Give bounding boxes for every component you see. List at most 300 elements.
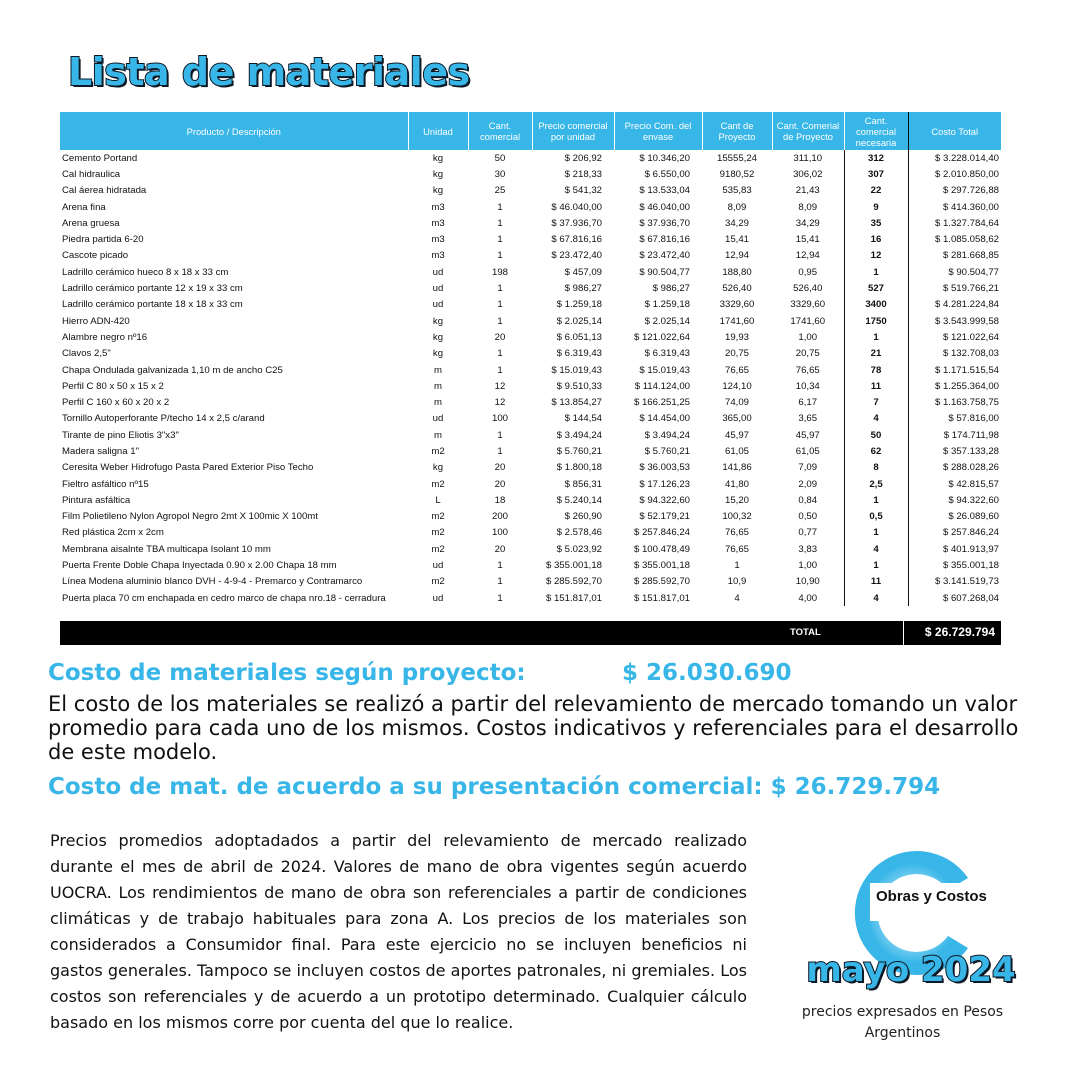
row-cant-comercial: 100 (491, 527, 508, 539)
table-row (60, 166, 1001, 182)
row-cant-necesaria: 527 (844, 280, 908, 296)
row-precio-unidad: $ 541,32 (564, 185, 602, 197)
table-row (60, 183, 1001, 199)
row-cant-comercial: 20 (494, 543, 506, 555)
row-cant-comercial: 12 (494, 380, 506, 392)
row-unidad: kg (432, 348, 444, 360)
cost-project-label: Costo de materiales según proyecto: (48, 660, 526, 686)
row-costo-total: $ 174.711,98 (943, 429, 999, 441)
page-title: Lista de materiales (68, 50, 470, 94)
row-cant-proyecto: 12,94 (724, 250, 749, 262)
row-costo-total: $ 401.913,97 (942, 543, 999, 555)
row-cant-proyecto: 15,41 (724, 234, 749, 246)
row-precio-envase: $ 6.550,00 (644, 168, 690, 180)
row-precio-envase: $ 986,27 (652, 283, 690, 295)
row-cant-proyecto: 4 (734, 592, 740, 604)
row-producto: Perfil C 160 x 60 x 20 x 2 (62, 397, 170, 409)
row-precio-unidad: $ 218,33 (564, 168, 602, 180)
row-cant-comercial: 1 (497, 315, 503, 327)
row-producto: Perfil C 80 x 50 x 15 x 2 (62, 380, 164, 392)
row-precio-unidad: $ 2.025,14 (556, 315, 602, 327)
row-precio-unidad: $ 1.800,18 (556, 462, 602, 474)
row-precio-unidad: $ 46.040,00 (551, 201, 602, 213)
row-cant-comercial: 1 (497, 592, 503, 604)
table-row (60, 411, 1001, 427)
header-cant-necesaria: Cant. comercial necesaria (844, 112, 908, 150)
row-costo-total: $ 281.668,85 (942, 250, 999, 262)
row-unidad: m2 (431, 543, 445, 555)
row-producto: Cascote picado (62, 250, 129, 262)
row-precio-unidad: $ 355.001,18 (545, 560, 602, 572)
cost-description: El costo de los materiales se realizó a partir del relevamiento de mercado tomando un valor promedio para cada uno de los mismos. Costos indicativos y referenciales para el desarrollo de este modelo. (48, 692, 1019, 764)
row-precio-unidad: $ 2.578,46 (556, 527, 602, 539)
total-value: $ 26.729.794 (924, 625, 995, 639)
row-cant-proyecto: 74,09 (724, 397, 749, 409)
row-cant-proyecto: 10,9 (727, 576, 747, 588)
row-cant-proyecto: 3329,60 (719, 299, 755, 311)
row-costo-total: $ 1.085.058,62 (934, 234, 999, 246)
row-producto: Puerta placa 70 cm enchapada en cedro marco de chapa nro.18 - cerradura (62, 592, 386, 604)
row-producto: Pintura asfáltica (62, 494, 131, 506)
row-precio-unidad: $ 260,90 (564, 511, 602, 523)
row-unidad: kg (432, 462, 444, 474)
row-costo-total: $ 121.022,64 (942, 331, 999, 343)
row-cant-comercial-proyecto: 45,97 (795, 429, 820, 441)
table-row (60, 443, 1001, 459)
row-cant-comercial-proyecto: 306,02 (793, 168, 823, 180)
row-precio-unidad: $ 9.510,33 (556, 380, 602, 392)
row-cant-proyecto: 34,29 (724, 217, 749, 229)
row-unidad: m2 (431, 576, 445, 588)
row-unidad: m (434, 380, 442, 392)
row-precio-envase: $ 17.126,23 (639, 478, 690, 490)
row-precio-envase: $ 1.259,18 (644, 299, 690, 311)
materials-table (60, 112, 1001, 606)
row-cant-comercial-proyecto: 10,90 (795, 576, 820, 588)
table-row (60, 525, 1001, 541)
row-cant-comercial-proyecto: 12,94 (795, 250, 820, 262)
row-cant-necesaria: 1 (844, 525, 908, 541)
row-costo-total: $ 607.268,04 (942, 592, 999, 604)
row-producto: Cal áerea hidratada (62, 185, 147, 197)
row-costo-total: $ 132.708,03 (942, 348, 999, 360)
row-cant-proyecto: 365,00 (722, 413, 752, 425)
row-precio-envase: $ 3.494,24 (644, 429, 690, 441)
header-cant-comercial: Cant. comercial (468, 112, 532, 150)
row-precio-envase: $ 166.251,25 (633, 397, 690, 409)
row-unidad: ud (432, 592, 444, 604)
row-cant-comercial: 18 (494, 494, 506, 506)
row-costo-total: $ 1.163.758,75 (934, 397, 999, 409)
row-precio-envase: $ 52.179,21 (639, 511, 690, 523)
row-cant-necesaria: 1 (844, 557, 908, 573)
total-separator (903, 621, 904, 645)
row-precio-envase: $ 36.003,53 (639, 462, 690, 474)
row-cant-comercial-proyecto: 4,00 (798, 592, 818, 604)
row-cant-comercial-proyecto: 7,09 (798, 462, 818, 474)
table-row (60, 297, 1001, 313)
row-cant-proyecto: 9180,52 (719, 168, 755, 180)
row-cant-comercial-proyecto: 1,00 (798, 560, 818, 572)
row-cant-necesaria: 4 (844, 590, 908, 606)
table-row (60, 264, 1001, 280)
row-producto: Ladrillo cerámico portante 18 x 18 x 33 cm (62, 299, 243, 311)
row-cant-comercial-proyecto: 10,34 (795, 380, 820, 392)
row-unidad: kg (432, 185, 444, 197)
row-unidad: ud (432, 560, 444, 572)
row-unidad: kg (432, 315, 444, 327)
row-cant-comercial-proyecto: 20,75 (795, 348, 820, 360)
row-cant-comercial-proyecto: 0,95 (798, 266, 818, 278)
row-precio-unidad: $ 3.494,24 (556, 429, 602, 441)
row-cant-comercial: 198 (491, 266, 508, 278)
row-producto: Ladrillo cerámico portante 12 x 19 x 33 cm (62, 283, 243, 295)
row-costo-total: $ 3.141.519,73 (934, 576, 999, 588)
row-producto: Tornillo Autoperforante P/techo 14 x 2,5 c/arand (62, 413, 265, 425)
row-precio-unidad: $ 15.019,43 (551, 364, 602, 376)
row-unidad: m3 (431, 217, 445, 229)
row-producto: Alambre negro nº16 (62, 331, 148, 343)
row-cant-comercial-proyecto: 15,41 (795, 234, 820, 246)
row-cant-comercial: 1 (497, 576, 503, 588)
table-row (60, 541, 1001, 557)
table-row (60, 329, 1001, 345)
row-precio-envase: $ 5.760,21 (644, 445, 690, 457)
row-cant-necesaria: 22 (844, 183, 908, 199)
row-cant-comercial: 25 (494, 185, 506, 197)
row-precio-unidad: $ 856,31 (564, 478, 602, 490)
header-unidad: Unidad (408, 112, 468, 150)
row-producto: Cemento Portand (62, 152, 138, 164)
header-cant-proyecto: Cant de Proyecto (702, 112, 772, 150)
row-unidad: ud (432, 299, 444, 311)
row-cant-comercial: 1 (497, 234, 503, 246)
row-precio-envase: $ 355.001,18 (633, 560, 690, 572)
row-precio-unidad: $ 67.816,16 (551, 234, 602, 246)
row-cant-comercial-proyecto: 1,00 (798, 331, 818, 343)
row-cant-comercial-proyecto: 2,09 (798, 478, 818, 490)
row-cant-comercial-proyecto: 0,50 (798, 511, 818, 523)
row-producto: Red plástica 2cm x 2cm (62, 527, 164, 539)
table-row (60, 460, 1001, 476)
row-precio-unidad: $ 144,54 (564, 413, 602, 425)
header-precio-envase: Precio Com. del envase (614, 112, 702, 150)
table-row (60, 557, 1001, 573)
row-producto: Cal hidraulica (62, 168, 121, 180)
row-precio-envase: $ 121.022,64 (633, 331, 690, 343)
currency-note: precios expresados en Pesos Argentinos (801, 1004, 1004, 1041)
row-costo-total: $ 414.360,00 (942, 201, 999, 213)
row-cant-comercial: 200 (491, 511, 508, 523)
row-cant-necesaria: 2,5 (844, 476, 908, 492)
row-cant-comercial: 1 (497, 250, 503, 262)
row-cant-proyecto: 76,65 (724, 527, 749, 539)
row-unidad: kg (432, 168, 444, 180)
row-unidad: m3 (431, 201, 445, 213)
row-cant-proyecto: 76,65 (724, 543, 749, 555)
row-cant-comercial: 1 (497, 364, 503, 376)
row-cant-comercial-proyecto: 3329,60 (790, 299, 826, 311)
row-cant-proyecto: 45,97 (724, 429, 749, 441)
row-cant-necesaria: 3400 (844, 297, 908, 313)
row-costo-total: $ 42.815,57 (948, 478, 999, 490)
row-producto: Clavos 2,5" (62, 348, 111, 360)
row-unidad: m2 (431, 478, 445, 490)
row-cant-necesaria: 62 (844, 443, 908, 459)
row-cant-necesaria: 4 (844, 541, 908, 557)
row-producto: Ceresita Weber Hidrofugo Pasta Pared Exterior Piso Techo (62, 462, 314, 474)
row-precio-envase: $ 100.478,49 (633, 543, 690, 555)
row-cant-proyecto: 8,09 (727, 201, 747, 213)
row-cant-necesaria: 1 (844, 492, 908, 508)
row-cant-comercial-proyecto: 34,29 (795, 217, 820, 229)
row-costo-total: $ 257.846,24 (942, 527, 999, 539)
row-precio-unidad: $ 986,27 (564, 283, 602, 295)
row-precio-envase: $ 2.025,14 (644, 315, 690, 327)
row-producto: Madera saligna 1" (62, 445, 140, 457)
row-cant-necesaria: 9 (844, 199, 908, 215)
row-producto: Línea Modena aluminio blanco DVH - 4-9-4 - Premarco y Contramarco (62, 576, 363, 588)
row-costo-total: $ 355.001,18 (942, 560, 999, 572)
total-label: TOTAL (790, 627, 821, 638)
row-cant-necesaria: 78 (844, 362, 908, 378)
row-unidad: m3 (431, 250, 445, 262)
row-cant-proyecto: 20,75 (724, 348, 749, 360)
row-costo-total: $ 94.322,60 (948, 494, 999, 506)
table-row (60, 492, 1001, 508)
row-costo-total: $ 1.255.364,00 (934, 380, 999, 392)
row-unidad: kg (432, 152, 444, 164)
row-producto: Film Polietileno Nylon Agropol Negro 2mt X 100mic X 100mt (62, 511, 318, 523)
header-producto: Producto / Descripción (60, 112, 408, 150)
row-precio-envase: $ 13.533,04 (639, 185, 690, 197)
row-cant-necesaria: 8 (844, 460, 908, 476)
row-cant-comercial: 30 (494, 168, 506, 180)
table-row (60, 378, 1001, 394)
row-cant-comercial-proyecto: 3,83 (798, 543, 818, 555)
table-row (60, 362, 1001, 378)
cost-project-line (48, 660, 792, 686)
row-unidad: kg (432, 331, 444, 343)
row-producto: Chapa Ondulada galvanizada 1,10 m de ancho C25 (62, 364, 283, 376)
table-row (60, 394, 1001, 410)
row-unidad: m2 (431, 527, 445, 539)
row-precio-envase: $ 37.936,70 (639, 217, 690, 229)
row-precio-unidad: $ 457,09 (564, 266, 602, 278)
cost-commercial: Costo de mat. de acuerdo a su presentación comercial: $ 26.729.794 (48, 774, 941, 800)
row-cant-comercial: 20 (494, 478, 506, 490)
row-cant-comercial-proyecto: 76,65 (795, 364, 820, 376)
row-cant-necesaria: 0,5 (844, 509, 908, 525)
row-precio-unidad: $ 5.760,21 (556, 445, 602, 457)
row-precio-envase: $ 114.124,00 (634, 380, 690, 392)
row-cant-comercial: 1 (497, 217, 503, 229)
row-precio-envase: $ 14.454,00 (639, 413, 690, 425)
row-cant-necesaria: 7 (844, 394, 908, 410)
row-producto: Arena gruesa (62, 217, 120, 229)
row-cant-necesaria: 21 (844, 346, 908, 362)
row-cant-necesaria: 312 (844, 150, 908, 166)
table-row (60, 427, 1001, 443)
row-precio-envase: $ 46.040,00 (639, 201, 690, 213)
table-row (60, 313, 1001, 329)
row-cant-comercial: 20 (494, 462, 506, 474)
row-cant-comercial: 50 (494, 152, 506, 164)
row-cant-necesaria: 4 (844, 411, 908, 427)
row-cant-proyecto: 100,32 (722, 511, 752, 523)
row-producto: Tirante de pino Eliotis 3"x3" (62, 429, 179, 441)
row-unidad: ud (432, 413, 444, 425)
row-unidad: m2 (431, 511, 445, 523)
row-cant-necesaria: 16 (844, 231, 908, 247)
row-precio-unidad: $ 1.259,18 (556, 299, 602, 311)
row-cant-proyecto: 15555,24 (716, 152, 757, 164)
row-precio-unidad: $ 13.854,27 (551, 397, 602, 409)
row-costo-total: $ 2.010.850,00 (934, 168, 999, 180)
row-cant-comercial-proyecto: 311,10 (793, 152, 823, 164)
header-cant-comercial-proyecto: Cant. Comerial de Proyecto (772, 112, 844, 150)
row-costo-total: $ 288.028,26 (942, 462, 999, 474)
table-header-row (60, 112, 1001, 150)
row-cant-proyecto: 188,80 (722, 266, 752, 278)
row-cant-necesaria: 1750 (844, 313, 908, 329)
row-cant-comercial-proyecto: 6,17 (798, 397, 818, 409)
row-unidad: ud (432, 283, 444, 295)
row-costo-total: $ 519.766,21 (942, 283, 999, 295)
row-cant-necesaria: 307 (844, 166, 908, 182)
table-row (60, 590, 1001, 606)
row-cant-comercial-proyecto: 8,09 (798, 201, 818, 213)
table-row (60, 150, 1001, 166)
row-unidad: m (434, 429, 442, 441)
row-cant-necesaria: 1 (844, 329, 908, 345)
row-cant-comercial: 1 (497, 299, 503, 311)
row-unidad: m (434, 364, 442, 376)
disclaimer-text: Precios promedios adoptadados a partir del relevamiento de mercado realizado durante el mes de abril de 2024. Valores de mano de obra vigentes según acuerdo UOCRA. Los rendimientos de mano de obra son referenciales a partir de condiciones climáticas y de trabajo habituales para zona A. Los precios de los materiales son considerados a Consumidor final. Para este ejercicio no se incluyen beneficios ni gastos generales. Tampoco se incluyen costos de aportes patronales, ni gremiales. Los costos son referenciales y de acuerdo a un prototipo determinado. Cualquier cálculo basado en los mismos corre por cuenta del que lo realice. (50, 831, 747, 1032)
row-cant-proyecto: 141,86 (722, 462, 752, 474)
row-precio-unidad: $ 6.051,13 (556, 331, 602, 343)
row-cant-comercial-proyecto: 21,43 (795, 185, 820, 197)
header-precio-unidad: Precio comercial por unidad (532, 112, 614, 150)
row-precio-unidad: $ 37.936,70 (551, 217, 602, 229)
table-row (60, 509, 1001, 525)
row-cant-comercial: 1 (497, 348, 503, 360)
row-costo-total: $ 57.816,00 (948, 413, 999, 425)
row-cant-comercial-proyecto: 0,84 (798, 494, 818, 506)
row-precio-envase: $ 10.346,20 (639, 152, 690, 164)
header-costo-total: Costo Total (908, 112, 1001, 150)
row-cant-necesaria: 35 (844, 215, 908, 231)
row-precio-unidad: $ 5.240,14 (556, 494, 602, 506)
row-precio-unidad: $ 151.817,01 (545, 592, 602, 604)
row-cant-comercial: 1 (497, 560, 503, 572)
row-costo-total: $ 1.327.784,64 (934, 217, 999, 229)
row-precio-unidad: $ 285.592,70 (545, 576, 602, 588)
row-unidad: m3 (431, 234, 445, 246)
row-cant-necesaria: 12 (844, 248, 908, 264)
row-unidad: L (435, 494, 441, 506)
row-cant-comercial: 100 (491, 413, 508, 425)
row-producto: Fieltro asfáltico nº15 (62, 478, 149, 490)
row-precio-envase: $ 94.322,60 (639, 494, 690, 506)
row-cant-proyecto: 526,40 (722, 283, 752, 295)
row-producto: Hierro ADN-420 (62, 315, 130, 327)
row-cant-comercial-proyecto: 61,05 (795, 445, 820, 457)
row-producto: Arena fina (62, 201, 106, 213)
row-costo-total: $ 357.133,28 (942, 445, 999, 457)
row-cant-comercial: 12 (494, 397, 506, 409)
row-costo-total: $ 26.089,60 (948, 511, 999, 523)
row-cant-comercial-proyecto: 3,65 (798, 413, 818, 425)
row-cant-proyecto: 76,65 (724, 364, 749, 376)
row-cant-proyecto: 535,83 (722, 185, 752, 197)
row-cant-proyecto: 15,20 (724, 494, 749, 506)
row-cant-proyecto: 1741,60 (719, 315, 755, 327)
row-cant-comercial-proyecto: 0,77 (798, 527, 818, 539)
table-row (60, 280, 1001, 296)
row-cant-necesaria: 1 (844, 264, 908, 280)
row-producto: Membrana aisalnte TBA multicapa Isolant 10 mm (62, 543, 271, 555)
row-precio-envase: $ 285.592,70 (633, 576, 690, 588)
table-row (60, 199, 1001, 215)
row-cant-comercial-proyecto: 526,40 (793, 283, 823, 295)
row-cant-comercial-proyecto: 1741,60 (790, 315, 826, 327)
row-unidad: m2 (431, 445, 445, 457)
row-producto: Piedra partida 6-20 (62, 234, 144, 246)
row-cant-necesaria: 11 (844, 378, 908, 394)
table-row (60, 574, 1001, 590)
row-costo-total: $ 90.504,77 (948, 266, 999, 278)
row-costo-total: $ 3.543.999,58 (934, 315, 999, 327)
row-precio-envase: $ 67.816,16 (639, 234, 690, 246)
row-cant-comercial: 20 (494, 331, 506, 343)
cost-project-value: $ 26.030.690 (622, 660, 792, 686)
brand-date: mayo 2024 (806, 950, 1016, 990)
row-precio-envase: $ 15.019,43 (639, 364, 690, 376)
row-cant-comercial: 1 (497, 283, 503, 295)
row-cant-proyecto: 41,80 (724, 478, 749, 490)
row-cant-necesaria: 50 (844, 427, 908, 443)
row-precio-envase: $ 257.846,24 (633, 527, 690, 539)
row-precio-envase: $ 90.504,77 (639, 266, 690, 278)
table-row (60, 231, 1001, 247)
row-cant-comercial: 1 (497, 429, 503, 441)
brand-logo-text: Obras y Costos (876, 888, 987, 905)
row-precio-envase: $ 6.319,43 (644, 348, 690, 360)
row-cant-proyecto: 61,05 (724, 445, 749, 457)
row-precio-unidad: $ 206,92 (564, 152, 602, 164)
row-precio-envase: $ 23.472,40 (639, 250, 690, 262)
row-costo-total: $ 3.228.014,40 (934, 152, 999, 164)
row-precio-envase: $ 151.817,01 (633, 592, 690, 604)
row-cant-proyecto: 124,10 (722, 380, 752, 392)
total-bar (60, 621, 1001, 645)
row-unidad: ud (432, 266, 444, 278)
row-unidad: m (434, 397, 442, 409)
row-producto: Puerta Frente Doble Chapa Inyectada 0.90 x 2.00 Chapa 18 mm (62, 560, 337, 572)
row-cant-necesaria: 11 (844, 574, 908, 590)
table-row (60, 346, 1001, 362)
row-costo-total: $ 4.281.224,84 (934, 299, 999, 311)
row-producto: Ladrillo cerámico hueco 8 x 18 x 33 cm (62, 266, 229, 278)
row-precio-unidad: $ 6.319,43 (556, 348, 602, 360)
row-cant-comercial: 1 (497, 445, 503, 457)
table-row (60, 476, 1001, 492)
row-costo-total: $ 1.171.515,54 (934, 364, 999, 376)
row-precio-unidad: $ 23.472,40 (551, 250, 602, 262)
table-row (60, 248, 1001, 264)
row-cant-proyecto: 19,93 (724, 331, 749, 343)
